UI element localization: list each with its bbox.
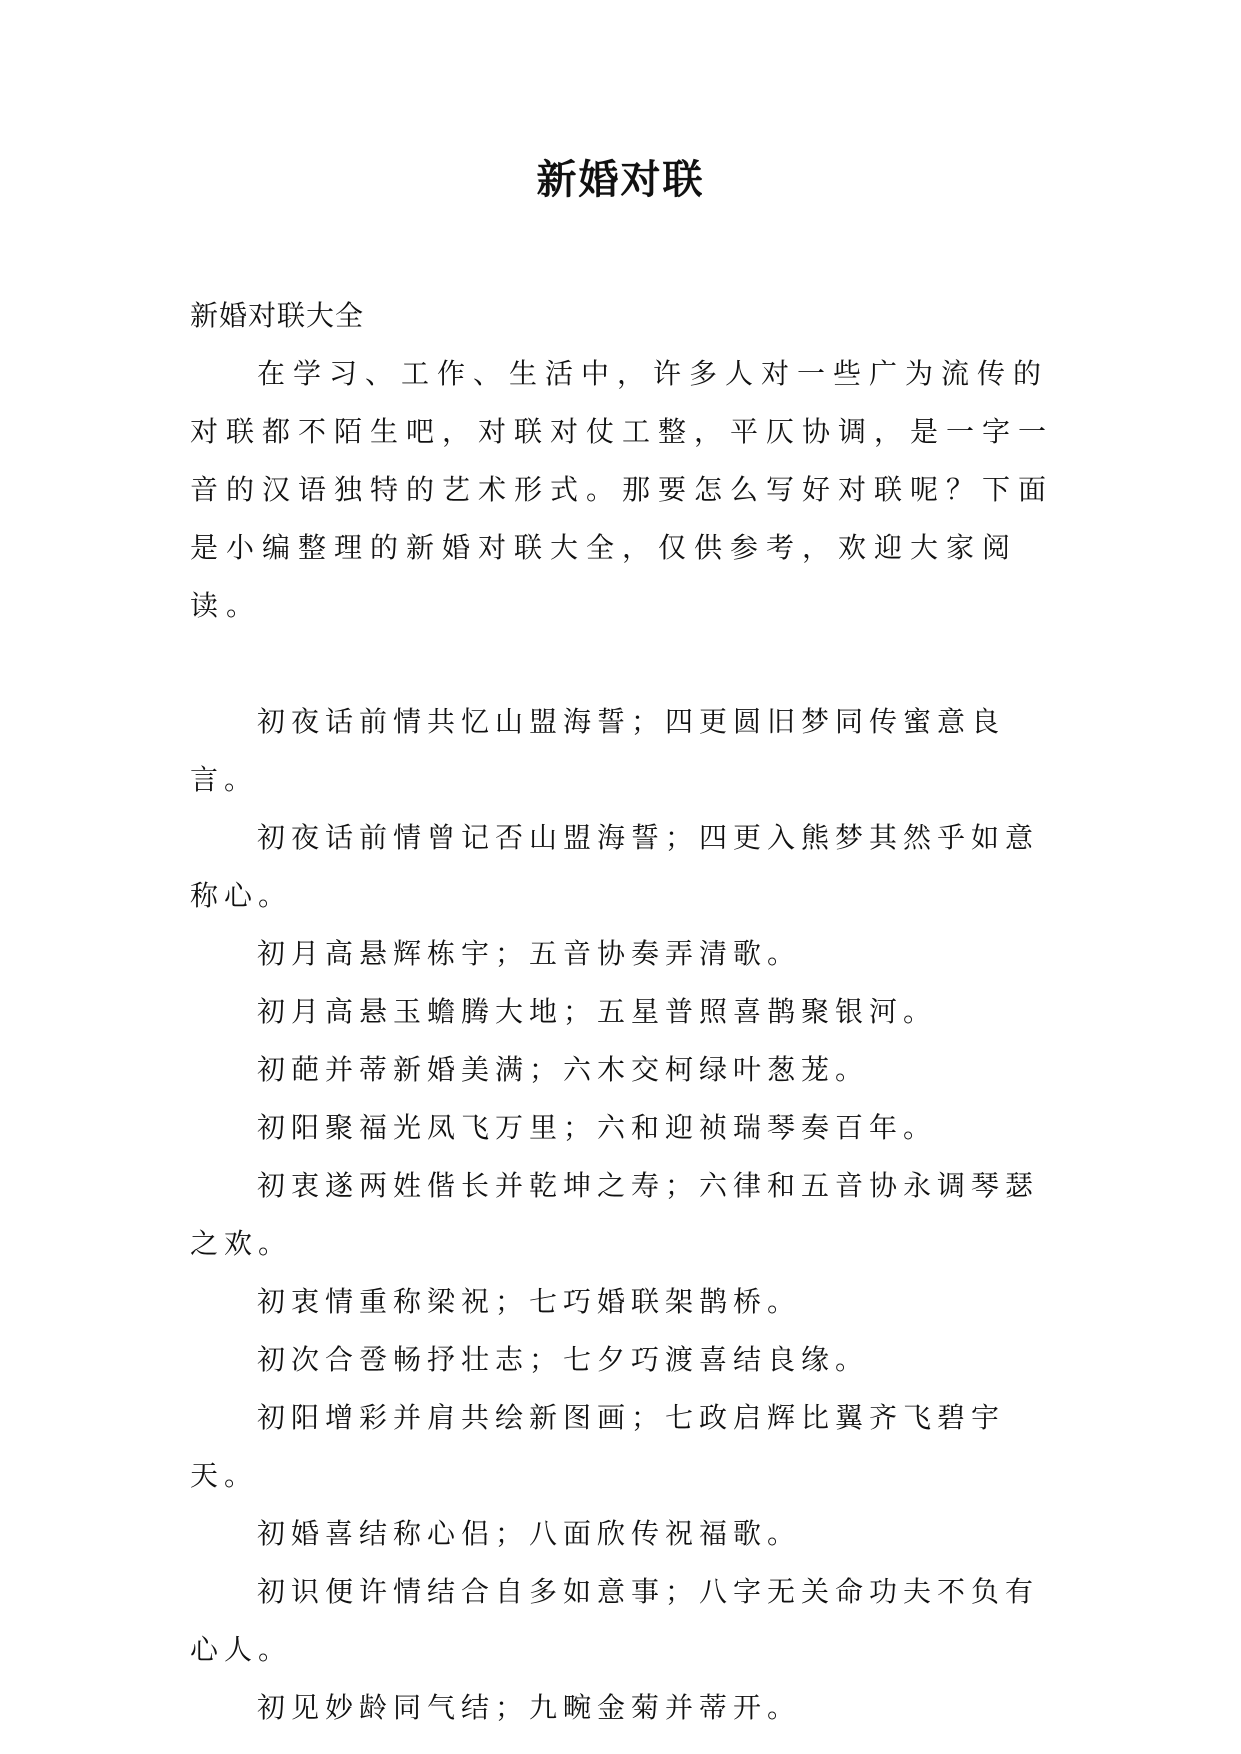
couplet-line: 初识便许情结合自多如意事；八字无关命功夫不负有心人。 bbox=[190, 1575, 1040, 1666]
couplet-line: 初夜话前情共忆山盟海誓；四更圆旧梦同传蜜意良言。 bbox=[190, 705, 1006, 796]
couplet-line: 初见妙龄同气结；九畹金菊并蒂开。 bbox=[257, 1691, 802, 1724]
couplet-line: 初阳增彩并肩共绘新图画；七政启辉比翼齐飞碧宇天。 bbox=[190, 1401, 1006, 1492]
intro-paragraph: 在学习、工作、生活中，许多人对一些广为流传的对联都不陌生吧，对联对仗工整，平仄协调，是一字一音的汉语独特的艺术形式。那要怎么写好对联呢？下面是小编整理的新婚对联大全，仅供参考，欢迎大家阅读。 bbox=[190, 357, 1055, 622]
section-subtitle: 新婚对联大全 bbox=[190, 299, 365, 332]
couplet-line: 初夜话前情曾记否山盟海誓；四更入熊梦其然乎如意称心。 bbox=[190, 821, 1040, 912]
couplet-line: 初阳聚福光凤飞万里；六和迎祯瑞琴奏百年。 bbox=[257, 1111, 938, 1144]
couplet-line: 初衷遂两姓偕长并乾坤之寿；六律和五音协永调琴瑟之欢。 bbox=[190, 1169, 1040, 1260]
couplet-line: 初月高悬玉蟾腾大地；五星普照喜鹊聚银河。 bbox=[257, 995, 938, 1028]
couplet-line: 初婚喜结称心侣；八面欣传祝福歌。 bbox=[257, 1517, 802, 1550]
page-title: 新婚对联 bbox=[536, 157, 705, 203]
couplet-line: 初葩并蒂新婚美满；六木交柯绿叶葱茏。 bbox=[257, 1053, 870, 1086]
document-body bbox=[190, 287, 1070, 1737]
couplet-line: 初月高悬辉栋宇；五音协奏弄清歌。 bbox=[257, 937, 802, 970]
couplet-line: 初次合卺畅抒壮志；七夕巧渡喜结良缘。 bbox=[257, 1343, 870, 1376]
couplet-line: 初衷情重称梁祝；七巧婚联架鹊桥。 bbox=[257, 1285, 802, 1318]
